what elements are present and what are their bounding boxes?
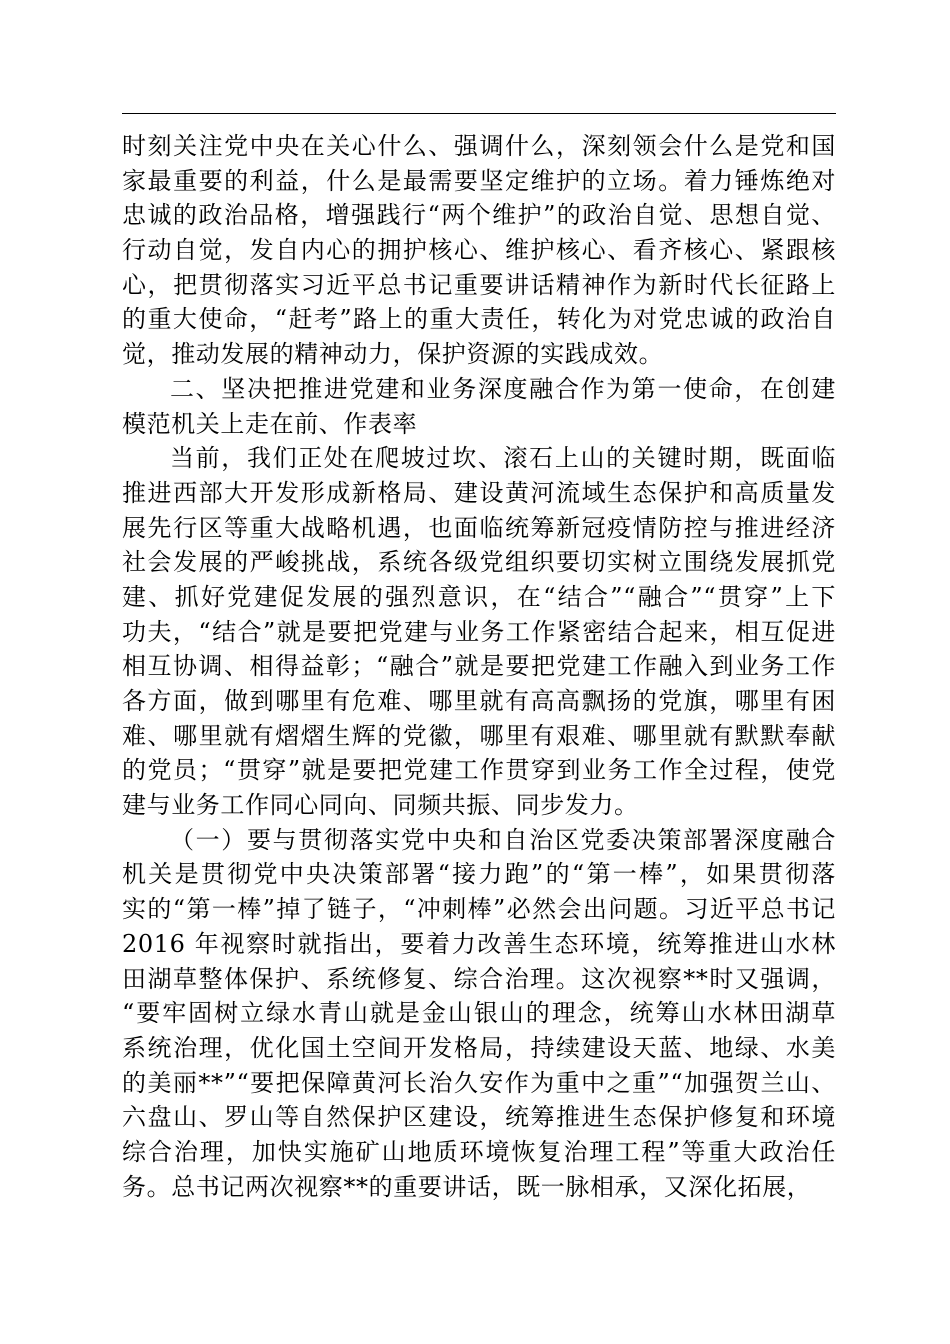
text-line: 实的“第一棒”掉了链子，“冲刺棒”必然会出问题。习近平总书记	[122, 895, 836, 924]
text-line: 推进西部大开发形成新格局、建设黄河流域生态保护和高质量发	[122, 478, 836, 507]
text-line: 心，把贯彻落实习近平总书记重要讲话精神作为新时代长征路上	[122, 270, 836, 299]
text-line: 务。总书记两次视察**的重要讲话，既一脉相承，又深化拓展，	[122, 1172, 812, 1201]
text-line: 难、哪里就有熠熠生辉的党徽，哪里有艰难、哪里就有默默奉献	[122, 721, 836, 750]
text-line: 建、抓好党建促发展的强烈意识，在“结合”“融合”“贯穿”上下	[122, 582, 836, 611]
paragraph-p4	[122, 823, 836, 1205]
text-line: 的重大使命，“赶考”路上的重大责任，转化为对党忠诚的政治自	[122, 305, 836, 334]
header-rule	[122, 113, 836, 114]
text-line: 家最重要的利益，什么是最需要坚定维护的立场。着力锤炼绝对	[122, 166, 836, 195]
text-line: 时刻关注党中央在关心什么、强调什么，深刻领会什么是党和国	[122, 132, 836, 160]
paragraph-p1	[122, 129, 836, 372]
text-line: 田湖草整体保护、系统修复、综合治理。这次视察**时又强调，	[122, 964, 836, 993]
text-line: 六盘山、罗山等自然保护区建设，统筹推进生态保护修复和环境	[122, 1103, 836, 1132]
text-line: 的美丽**”“要把保障黄河长治久安作为重中之重”“加强贺兰山、	[122, 1068, 836, 1097]
text-line: 二、坚决把推进党建和业务深度融合作为第一使命，在创建	[170, 374, 836, 403]
text-line: 综合治理，加快实施矿山地质环境恢复治理工程”等重大政治任	[122, 1137, 836, 1166]
text-line: （一）要与贯彻落实党中央和自治区党委决策部署深度融合	[170, 825, 836, 854]
text-line: 觉，推动发展的精神动力，保护资源的实践成效。	[122, 340, 664, 369]
paragraph-p2	[122, 372, 836, 441]
text-line: “要牢固树立绿水青山就是金山银山的理念，统筹山水林田湖草	[122, 999, 836, 1028]
text-line: 忠诚的政治品格，增强践行“两个维护”的政治自觉、思想自觉、	[122, 201, 836, 230]
text-line: 功夫，“结合”就是要把党建与业务工作紧密结合起来，相互促进	[122, 617, 836, 646]
text-line: 模范机关上走在前、作表率	[122, 409, 418, 438]
text-line: 展先行区等重大战略机遇，也面临统筹新冠疫情防控与推进经济	[122, 513, 836, 542]
text-line: 当前，我们正处在爬坡过坎、滚石上山的关键时期，既面临	[170, 444, 836, 473]
text-line: 建与业务工作同心同向、同频共振、同步发力。	[122, 791, 639, 820]
text-line: 的党员；“贯穿”就是要把党建工作贯穿到业务工作全过程，使党	[122, 756, 836, 785]
text-line: 社会发展的严峻挑战，系统各级党组织要切实树立围绕发展抓党	[122, 548, 836, 577]
text-line: 相互协调、相得益彰；“融合”就是要把党建工作融入到业务工作	[122, 652, 836, 681]
paragraph-p3	[122, 441, 836, 823]
text-line: 系统治理，优化国土空间开发格局，持续建设天蓝、地绿、水美	[122, 1033, 836, 1062]
text-line: 机关是贯彻党中央决策部署“接力跑”的“第一棒”，如果贯彻落	[122, 860, 836, 889]
document-body	[122, 129, 836, 1204]
text-line: 行动自觉，发自内心的拥护核心、维护核心、看齐核心、紧跟核	[122, 236, 836, 265]
text-line: 各方面，做到哪里有危难、哪里就有高高飘扬的党旗，哪里有困	[122, 687, 836, 715]
text-line: 2016 年视察时就指出，要着力改善生态环境，统筹推进山水林	[122, 929, 836, 958]
